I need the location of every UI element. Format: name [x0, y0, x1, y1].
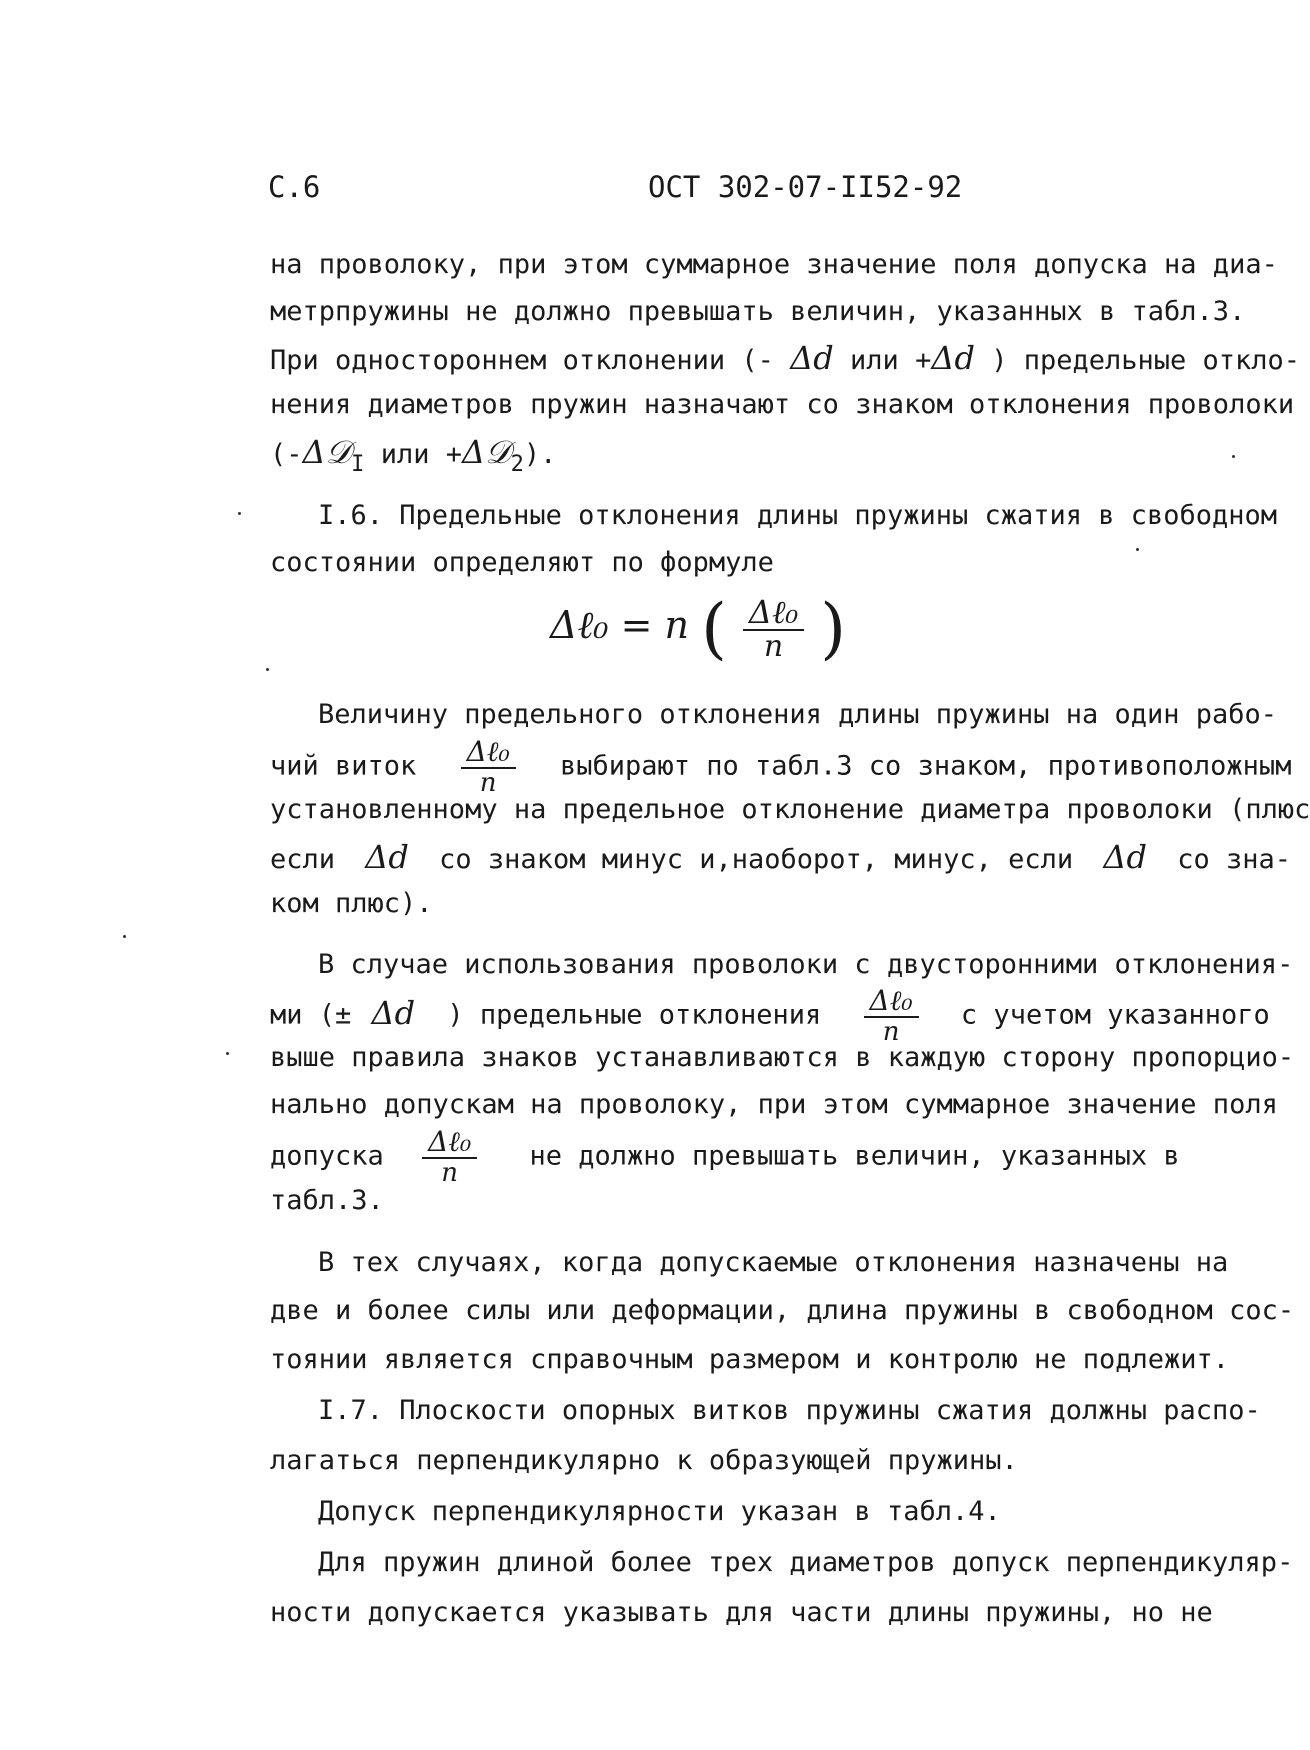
text-line	[270, 338, 1300, 382]
page-number: С.6	[268, 170, 321, 204]
text-line: выше правила знаков устанавливаются в каждую сторону пропорцио-	[270, 1042, 1295, 1073]
subscript: 2	[510, 452, 524, 477]
delta-d2-symbol: Δ𝒟	[461, 433, 511, 471]
text-line	[270, 735, 1292, 798]
document-code: ОСТ 302-07-II52-92	[648, 170, 963, 204]
delta-d-symbol: Δd	[365, 838, 409, 876]
text-fragment: ми (±	[270, 999, 352, 1031]
scan-speck	[1232, 455, 1235, 458]
text-fragment: ) предельные откло-	[991, 345, 1301, 376]
text-fragment: если	[270, 844, 336, 875]
fraction-numerator: Δℓ₀	[748, 592, 799, 631]
formula-paren: )	[820, 590, 847, 667]
scan-speck	[1136, 548, 1139, 551]
text-line: I.6. Предельные отклонения длины пружины сжатия в свободном	[318, 500, 1278, 531]
delta-d-symbol: Δd	[371, 993, 416, 1032]
text-fragment: допуска	[270, 1140, 384, 1172]
text-fragment: со знаком минус и,наоборот, минус, если	[439, 844, 1074, 875]
scan-speck	[226, 1052, 229, 1055]
fraction-denominator: n	[441, 1158, 458, 1188]
scan-speck	[238, 512, 241, 515]
fraction-denominator: n	[763, 628, 784, 664]
text-line	[270, 984, 1270, 1047]
text-line: состоянии определяют по формуле	[270, 547, 774, 578]
text-fragment: или +	[380, 439, 462, 470]
fraction-denominator: n	[882, 1017, 900, 1047]
text-line: тоянии является справочным размером и контролю не подлежит.	[270, 1344, 1230, 1375]
text-line: Допуск перпендикулярности указан в табл.4.	[318, 1496, 1001, 1527]
text-line: ности допускается указывать для части длины пружины, но не	[270, 1597, 1213, 1628]
text-line: Для пружин длиной более трех диаметров допуск перпендикуляр-	[318, 1547, 1294, 1578]
scan-speck	[266, 668, 269, 671]
formula	[550, 590, 846, 670]
text-fragment: со зна-	[1177, 844, 1292, 875]
text-line: установленному на предельное отклонение диаметра проволоки (плюс	[270, 794, 1310, 825]
formula-lhs: Δℓ₀ = n	[550, 603, 689, 647]
text-line: В тех случаях, когда допускаемые отклонения назначены на	[318, 1247, 1229, 1278]
text-line: табл.3.	[270, 1185, 384, 1216]
delta-d1-symbol: Δ𝒟	[302, 433, 352, 471]
text-line	[270, 432, 556, 476]
delta-d-symbol: Δd	[790, 339, 834, 377]
inline-fraction	[422, 1125, 477, 1188]
text-line: метрпружины не должно превышать величин, указанных в табл.3.	[270, 296, 1246, 327]
fraction-numerator: Δℓ₀	[466, 735, 510, 768]
text-fragment: выбирают по табл.3 со знаком, противоположным	[559, 750, 1292, 782]
text-line: В случае использования проволоки с двусторонними отклонения-	[318, 949, 1294, 980]
inline-fraction	[461, 735, 516, 798]
text-fragment: При одностороннем отклонении (-	[270, 345, 774, 376]
text-line: две и более силы или деформации, длина пружины в свободном сос-	[270, 1295, 1295, 1326]
text-fragment: ).	[523, 439, 557, 470]
formula-paren: (	[701, 590, 727, 667]
text-fragment: ) предельные отклонения	[447, 999, 822, 1031]
text-line: I.7. Плоскости опорных витков пружины сжатия должны распо-	[318, 1395, 1261, 1426]
text-fragment: не должно превышать величин, указанных в	[529, 1140, 1180, 1172]
text-fragment: или +	[850, 345, 932, 376]
text-line	[270, 837, 1291, 881]
text-fragment: с учетом указанного	[960, 999, 1270, 1031]
delta-d-symbol: Δd	[931, 339, 975, 377]
fraction-numerator: Δℓ₀	[428, 1125, 472, 1158]
text-line: на проволоку, при этом суммарное значение поля допуска на диа-	[270, 249, 1278, 280]
delta-d-symbol: Δd	[1103, 838, 1147, 876]
fraction-numerator: Δℓ₀	[869, 984, 913, 1017]
text-line: Величину предельного отклонения длины пружины на один рабо-	[318, 699, 1278, 730]
text-fragment: чий виток	[270, 750, 417, 782]
subscript: I	[351, 452, 365, 477]
inline-fraction	[864, 984, 919, 1047]
text-line: ком плюс).	[270, 888, 433, 919]
formula-fraction	[743, 592, 804, 664]
text-line: лагаться перпендикулярно к образующей пружины.	[270, 1445, 1018, 1476]
text-line	[270, 1125, 1180, 1188]
text-line: нально допускам на проволоку, при этом суммарное значение поля	[270, 1089, 1278, 1120]
text-fragment: (-	[270, 439, 303, 470]
text-line: нения диаметров пружин назначают со знаком отклонения проволоки	[270, 389, 1295, 420]
fraction-denominator: n	[479, 768, 497, 798]
scan-speck	[123, 935, 126, 938]
